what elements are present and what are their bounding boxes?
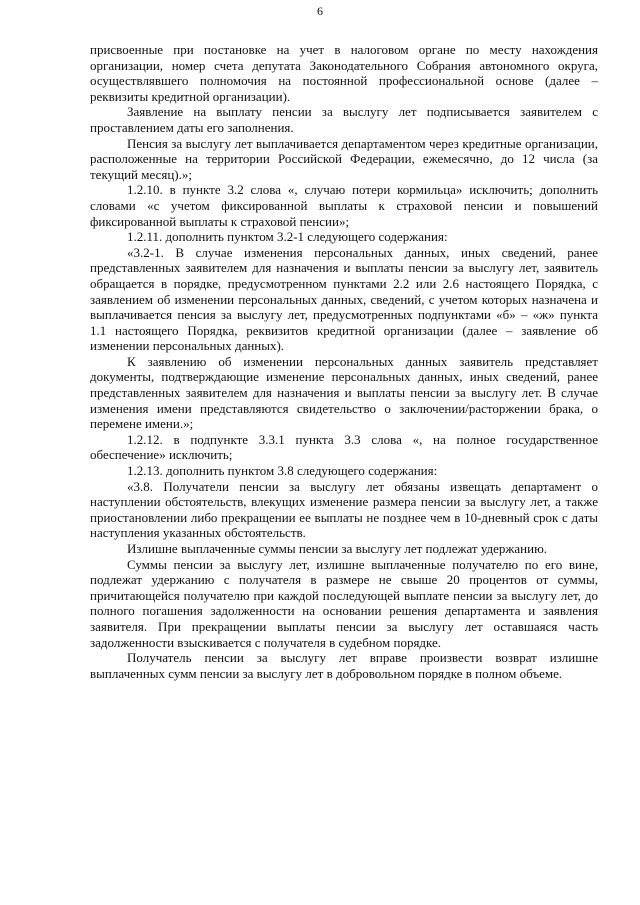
document-body [90, 42, 598, 681]
paragraph-1-2-12: 1.2.12. в подпункте 3.3.1 пункта 3.3 слова «, на полное государственное обеспечение» исключить; [90, 431, 598, 463]
paragraph-3-8: «3.8. Получатели пенсии за выслугу лет обязаны извещать департамент о наступлении обстоятельств, влекущих изменение размера пенсии за выслугу лет, а также приостановлении либо прекращении ее выплаты не позднее чем в 10-дневный срок с даты наступления указанных обстоятельств. [90, 478, 598, 541]
paragraph-1-2-11: 1.2.11. дополнить пунктом 3.2-1 следующего содержания: [127, 229, 448, 245]
paragraph-withholding: Суммы пенсии за выслугу лет, излишне выплаченные получателю по его вине, подлежат удержанию с получателя в размере не свыше 20 процентов от суммы, причитающейся получателю при каждой последующей выплате пенсии за выслугу лет, до полного погашения задолженности на основании решения департамента и заявления заявителя. При прекращении выплаты пенсии за выслугу лет оставшаяся часть задолженности взыскивается с получателя в судебном порядке. [90, 556, 598, 650]
paragraph-continuation: присвоенные при постановке на учет в налоговом органе по месту нахождения организации, номер счета депутата Законодательного Собрания автономного округа, осуществлявшего полномочия на постоянной профессиональной основе (далее – реквизиты кредитной организации). [90, 42, 598, 104]
paragraph-1-2-10: 1.2.10. в пункте 3.2 слова «, случаю потери кормильца» исключить; дополнить словами «с учетом фиксированной выплаты к страховой пенсии и повышений фиксированной выплаты к страховой пенсии»; [90, 182, 598, 229]
page-number: 6 [317, 4, 323, 18]
paragraph-documents: К заявлению об изменении персональных данных заявитель представляет документы, подтверждающие изменение персональных данных, иных сведений, ранее представленных заявителем для назначения и выплаты пенсии за выслугу лет. В случае изменения имени представляются свидетельство о заключении/расторжении брака, о перемене имени.»; [90, 353, 598, 432]
paragraph-pension-payment: Пенсия за выслугу лет выплачивается департаментом через кредитные организации, расположенные на территории Российской Федерации, ежемесячно, до 12 числа (за текущий месяц).»; [90, 135, 598, 182]
paragraph-1-2-13: 1.2.13. дополнить пунктом 3.8 следующего содержания: [127, 463, 438, 479]
paragraph-3-2-1: «3.2-1. В случае изменения персональных данных, иных сведений, ранее представленных заявителем для назначения и выплаты пенсии за выслугу лет, заявитель обращается в порядке, предусмотренном пунктами 2.2 или 2.6 настоящего Порядка, с заявлением об изменении персональных данных, сведений, с учетом которых назначена и выплачивается пенсия за выслугу лет, предусмотренных подпунктами «б» – «ж» пункта 1.1 настоящего Порядка, реквизитов кредитной организации (далее – заявление об изменении персональных данных). [90, 244, 598, 354]
paragraph-voluntary-return: Получатель пенсии за выслугу лет вправе произвести возврат излишне выплаченных сумм пенсии за выслугу лет в добровольном порядке в полном объеме. [90, 650, 598, 681]
paragraph-application-signature: Заявление на выплату пенсии за выслугу лет подписывается заявителем с проставлением даты его заполнения. [90, 104, 598, 135]
paragraph-overpaid: Излишне выплаченные суммы пенсии за выслугу лет подлежат удержанию. [127, 541, 548, 556]
